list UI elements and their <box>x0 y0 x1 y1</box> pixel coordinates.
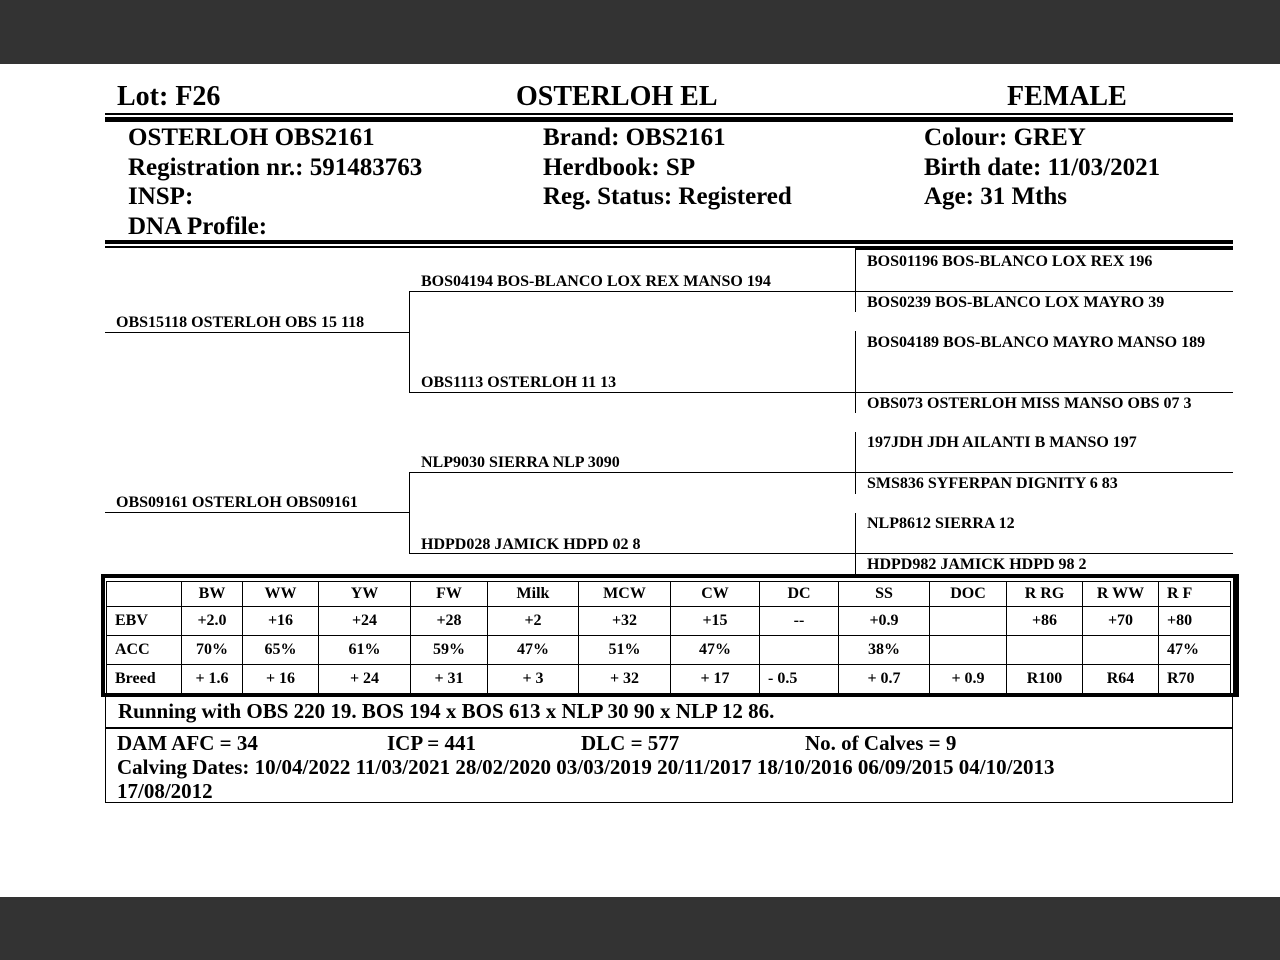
table-cell: + 3 <box>488 665 579 694</box>
table-cell: + 24 <box>319 665 411 694</box>
column-header: SS <box>839 582 930 607</box>
table-cell <box>1007 636 1083 665</box>
table-cell: +0.9 <box>839 607 930 636</box>
gg-line-4 <box>855 553 1233 554</box>
sex-label: FEMALE <box>1007 81 1127 112</box>
table-cell: + 32 <box>579 665 671 694</box>
great-grandparent-5: 197JDH JDH AILANTI B MANSO 197 <box>867 434 1137 451</box>
great-grandparent-8: HDPD982 JAMICK HDPD 98 2 <box>867 556 1087 573</box>
column-header: Milk <box>488 582 579 607</box>
dam-sire: NLP9030 SIERRA NLP 3090 <box>421 454 620 471</box>
table-cell <box>930 607 1007 636</box>
calving-info-box <box>105 728 1233 803</box>
dam-line <box>105 512 409 513</box>
table-cell: - 0.5 <box>760 665 839 694</box>
dam-afc: DAM AFC = 34 <box>117 731 258 755</box>
column-header: MCW <box>579 582 671 607</box>
sire-dam-line <box>409 392 855 393</box>
great-grandparent-1: BOS01196 BOS-BLANCO LOX REX 196 <box>867 253 1153 270</box>
column-header: FW <box>411 582 488 607</box>
column-header: R RG <box>1007 582 1083 607</box>
number-of-calves: No. of Calves = 9 <box>805 731 957 755</box>
table-cell: R70 <box>1159 665 1231 694</box>
viewer-top-bar <box>0 0 1280 64</box>
pedigree-top-rule <box>855 248 1233 250</box>
table-cell: + 16 <box>243 665 319 694</box>
table-cell <box>760 636 839 665</box>
great-grandparent-6: SMS836 SYFERPAN DIGNITY 6 83 <box>867 475 1118 492</box>
registration-number: Registration nr.: 591483763 <box>128 154 423 181</box>
table-cell: 65% <box>243 636 319 665</box>
great-grandparent-4: OBS073 OSTERLOH MISS MANSO OBS 07 3 <box>867 395 1192 412</box>
animal-name-title: OSTERLOH EL <box>516 81 718 112</box>
great-grandparent-3: BOS04189 BOS-BLANCO MAYRO MANSO 189 <box>867 334 1206 351</box>
animal-full-name: OSTERLOH OBS2161 <box>128 124 375 151</box>
registration-status: Reg. Status: Registered <box>543 183 792 210</box>
table-cell: + 1.6 <box>182 665 243 694</box>
table-cell: + 31 <box>411 665 488 694</box>
table-cell: -- <box>760 607 839 636</box>
table-cell <box>930 636 1007 665</box>
icp: ICP = 441 <box>387 731 476 755</box>
dna-profile-label: DNA Profile: <box>128 213 268 240</box>
table-cell: + 0.7 <box>839 665 930 694</box>
column-header: R WW <box>1083 582 1159 607</box>
table-cell: +32 <box>579 607 671 636</box>
column-header: CW <box>671 582 760 607</box>
row-label: Breed <box>107 665 182 694</box>
insp-label: INSP: <box>128 183 194 210</box>
table-cell: 59% <box>411 636 488 665</box>
table-cell: +70 <box>1083 607 1159 636</box>
column-header <box>107 582 182 607</box>
table-row <box>107 665 1231 694</box>
lot-number: Lot: F26 <box>117 81 221 112</box>
remarks-text: Running with OBS 220 19. BOS 194 x BOS 613 x NLP 30 90 x NLP 12 86. <box>105 697 1233 728</box>
header-rule-thick <box>105 117 1233 122</box>
column-header: BW <box>182 582 243 607</box>
table-cell: +2 <box>488 607 579 636</box>
dam-sire-line <box>409 472 855 473</box>
colour: Colour: GREY <box>924 124 1086 151</box>
table-cell: 51% <box>579 636 671 665</box>
table-cell: +24 <box>319 607 411 636</box>
column-header: YW <box>319 582 411 607</box>
herdbook: Herdbook: SP <box>543 154 696 181</box>
column-header: DC <box>760 582 839 607</box>
table-cell: 47% <box>671 636 760 665</box>
table-cell: 38% <box>839 636 930 665</box>
row-label: EBV <box>107 607 182 636</box>
table-cell: 61% <box>319 636 411 665</box>
table-cell: + 17 <box>671 665 760 694</box>
birth-date: Birth date: 11/03/2021 <box>924 154 1161 181</box>
ebv-table <box>106 581 1231 694</box>
age: Age: 31 Mths <box>924 183 1068 210</box>
gg-bracket-3 <box>855 432 856 494</box>
dam: OBS09161 OSTERLOH OBS09161 <box>116 494 358 511</box>
great-grandparent-2: BOS0239 BOS-BLANCO LOX MAYRO 39 <box>867 294 1165 311</box>
table-cell: +2.0 <box>182 607 243 636</box>
dam-dam-line <box>409 553 855 554</box>
table-cell: +28 <box>411 607 488 636</box>
table-cell: 70% <box>182 636 243 665</box>
table-cell: +80 <box>1159 607 1231 636</box>
column-header: WW <box>243 582 319 607</box>
column-header: DOC <box>930 582 1007 607</box>
great-grandparent-7: NLP8612 SIERRA 12 <box>867 515 1015 532</box>
gg-line-2 <box>855 392 1233 393</box>
table-cell <box>1083 636 1159 665</box>
table-cell: +16 <box>243 607 319 636</box>
calving-dates-continued: 17/08/2012 <box>117 779 213 803</box>
gg-line-3 <box>855 472 1233 473</box>
table-cell: +15 <box>671 607 760 636</box>
table-cell: +86 <box>1007 607 1083 636</box>
calving-dates: Calving Dates: 10/04/2022 11/03/2021 28/02/2020 03/03/2019 20/11/2017 18/10/2016 06/09/2015 04/10/2013 <box>117 755 1055 779</box>
table-cell: 47% <box>488 636 579 665</box>
sire-line <box>105 332 409 333</box>
gg-bracket-4 <box>855 513 856 575</box>
column-header: R F <box>1159 582 1231 607</box>
ebv-header-row <box>107 582 1231 607</box>
viewer-bottom-bar <box>0 897 1280 960</box>
brand: Brand: OBS2161 <box>543 124 726 151</box>
dam-dam: HDPD028 JAMICK HDPD 02 8 <box>421 536 641 553</box>
table-cell: R64 <box>1083 665 1159 694</box>
sire-sire: BOS04194 BOS-BLANCO LOX REX MANSO 194 <box>421 273 771 290</box>
table-row <box>107 636 1231 665</box>
table-cell: + 0.9 <box>930 665 1007 694</box>
sire-sire-line <box>409 291 855 292</box>
header-rule-thin <box>105 113 1233 115</box>
table-cell: 47% <box>1159 636 1231 665</box>
table-cell: R100 <box>1007 665 1083 694</box>
dlc: DLC = 577 <box>581 731 680 755</box>
table-row <box>107 607 1231 636</box>
gg-bracket-1 <box>855 250 856 312</box>
dam-bracket <box>409 472 410 553</box>
info-rule-thick <box>105 240 1233 244</box>
sire: OBS15118 OSTERLOH OBS 15 118 <box>116 314 365 331</box>
gg-line-1 <box>855 291 1233 292</box>
row-label: ACC <box>107 636 182 665</box>
gg-bracket-2 <box>855 331 856 413</box>
sire-dam: OBS1113 OSTERLOH 11 13 <box>421 374 617 391</box>
sire-bracket <box>409 291 410 392</box>
